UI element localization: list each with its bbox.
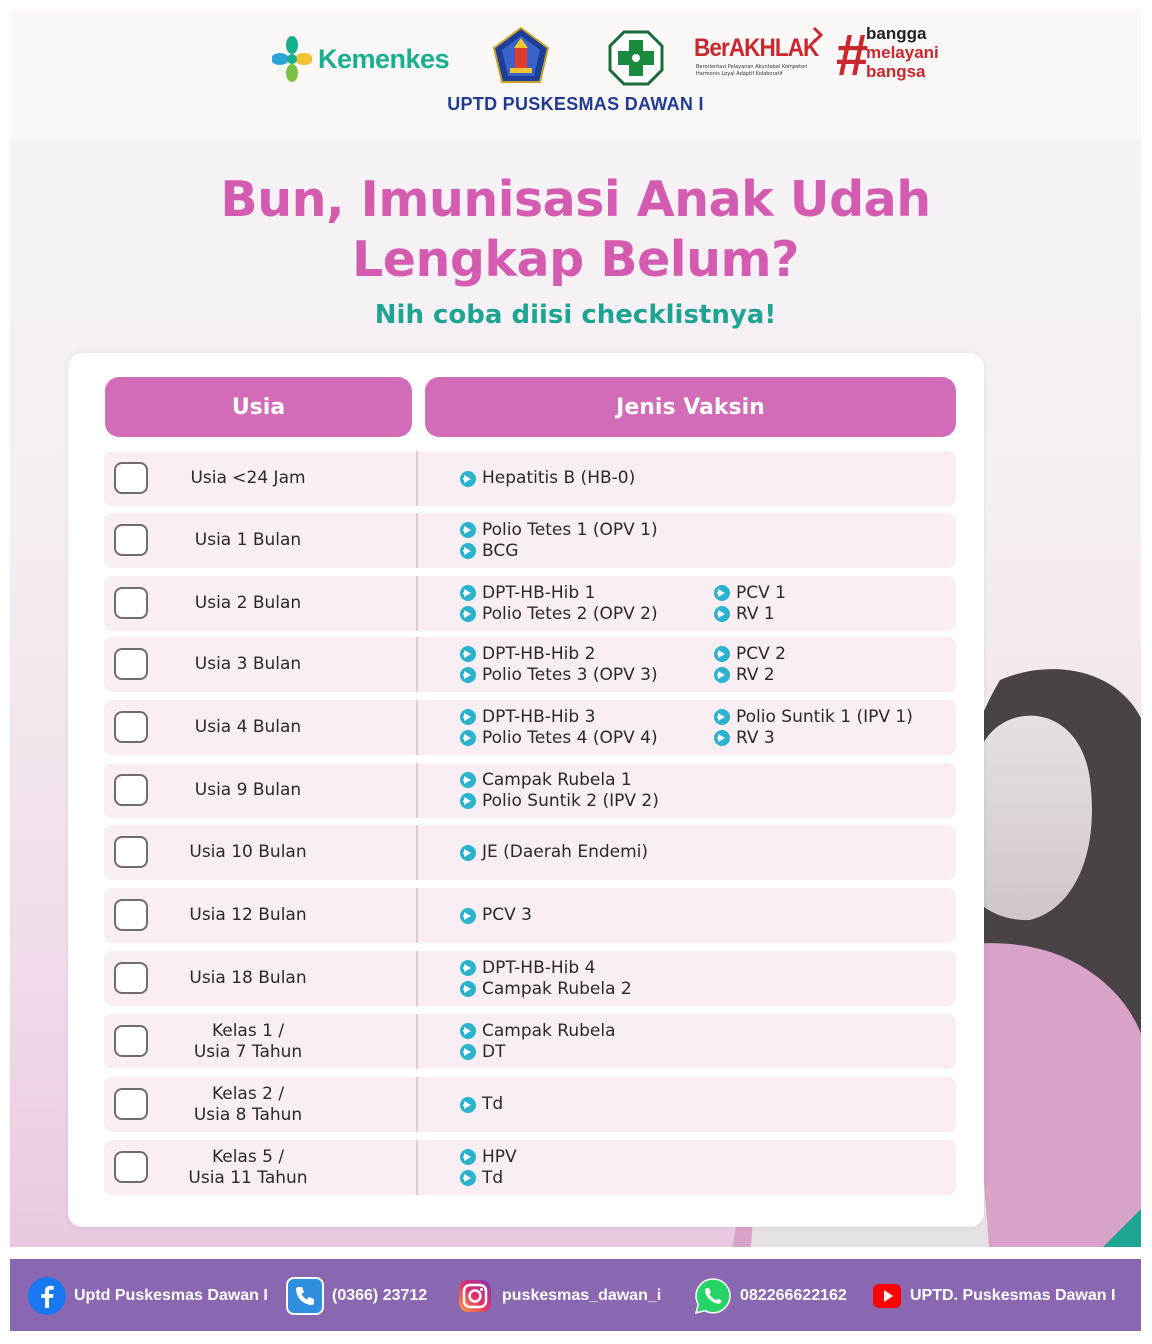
vaccine-item xyxy=(460,583,658,604)
vaccine-list xyxy=(460,1014,616,1069)
vaccine-item xyxy=(460,905,532,926)
arrow-right-circle-icon xyxy=(460,1044,476,1060)
poster-subtitle: Nih coba diisi checklistnya! xyxy=(374,300,777,330)
kemenkes-wordmark: Kemenkes xyxy=(318,43,450,74)
checkbox[interactable] xyxy=(114,774,148,806)
checklist-row xyxy=(104,513,956,568)
puskesmas-title: UPTD PUSKESMAS DAWAN I xyxy=(447,94,704,114)
checklist-row xyxy=(104,451,956,506)
age-cell xyxy=(104,637,416,692)
vaccine-item xyxy=(460,842,648,863)
vaccine-name: Polio Tetes 3 (OPV 3) xyxy=(482,664,658,685)
vaccine-item xyxy=(460,1094,503,1115)
vaccine-list xyxy=(460,1140,517,1195)
vaccine-name: Campak Rubela 1 xyxy=(482,769,632,790)
facebook-icon xyxy=(28,1277,66,1315)
vaccine-item xyxy=(460,1042,616,1063)
arrow-right-circle-icon xyxy=(460,522,476,538)
arrow-right-circle-icon xyxy=(460,543,476,559)
vaccine-list xyxy=(460,451,635,506)
vaccine-name: JE (Daerah Endemi) xyxy=(482,842,649,862)
vaccine-item xyxy=(460,665,658,686)
vaccine-list xyxy=(714,637,786,692)
vaccine-name: Campak Rubela 2 xyxy=(482,978,632,999)
arrow-right-circle-icon xyxy=(460,606,476,622)
vaccine-cell xyxy=(418,888,956,943)
vaccine-item xyxy=(460,541,658,562)
berakhlak-tagline: Berorientasi Pelayanan Akuntabel Kompeten Harmonis Loyal Adaptif Kolaboratif xyxy=(696,64,808,77)
vaccine-item xyxy=(460,791,659,812)
arrow-right-circle-icon xyxy=(460,845,476,861)
youtube-icon xyxy=(872,1281,902,1311)
arrow-right-circle-icon xyxy=(460,709,476,725)
berakhlak-wordmark: BerAKHLAK xyxy=(694,34,819,62)
checkbox[interactable] xyxy=(114,648,148,680)
checkbox[interactable] xyxy=(114,1088,148,1120)
vaccine-item xyxy=(460,1168,517,1189)
vaccine-list xyxy=(460,576,658,631)
checkbox[interactable] xyxy=(114,836,148,868)
phone-icon xyxy=(286,1277,324,1315)
vaccine-name: Hepatitis B (HB-0) xyxy=(482,468,636,488)
vaccine-item xyxy=(460,1021,616,1042)
vaccine-cell xyxy=(418,763,956,818)
checklist-row xyxy=(104,576,956,631)
arrow-right-circle-icon xyxy=(460,1170,476,1186)
bangsa-word: bangsa xyxy=(866,62,926,81)
age-label: Usia 9 Bulan xyxy=(194,780,302,800)
chevron-right-icon xyxy=(812,26,824,44)
vaccine-name: BCG xyxy=(482,540,519,561)
arrow-right-circle-icon xyxy=(460,646,476,662)
youtube-label: UPTD. Puskesmas Dawan I xyxy=(910,1287,1116,1304)
arrow-right-circle-icon xyxy=(714,585,730,601)
vaccine-item xyxy=(460,520,658,541)
vaccine-name: DT xyxy=(482,1041,506,1062)
footer-facebook[interactable] xyxy=(28,1277,268,1315)
vaccine-cell xyxy=(418,1140,956,1195)
puskesmas-logo-icon xyxy=(608,30,664,86)
vaccine-name: PCV 1 xyxy=(736,582,786,603)
checkbox[interactable] xyxy=(114,587,148,619)
checklist-row xyxy=(104,763,956,818)
age-cell xyxy=(104,951,416,1006)
age-label: Kelas 2 / Usia 8 Tahun xyxy=(193,1083,303,1125)
vaccine-item xyxy=(460,644,658,665)
vaccine-item xyxy=(460,1147,517,1168)
vaccine-list xyxy=(460,637,658,692)
age-label: Usia 1 Bulan xyxy=(194,530,302,550)
vaccine-list xyxy=(460,951,632,1006)
contact-footer xyxy=(10,1259,1141,1331)
vaccine-cell xyxy=(418,451,956,506)
arrow-right-circle-icon xyxy=(460,908,476,924)
vaccine-item xyxy=(460,468,635,489)
vaccine-name: DPT-HB-Hib 4 xyxy=(482,957,596,978)
footer-instagram[interactable] xyxy=(456,1277,661,1315)
vaccine-item xyxy=(460,707,658,728)
vaccine-name: RV 2 xyxy=(736,664,775,685)
age-label: Usia 18 Bulan xyxy=(189,968,307,988)
age-cell xyxy=(104,888,416,943)
arrow-right-circle-icon xyxy=(460,1149,476,1165)
checkbox[interactable] xyxy=(114,462,148,494)
kemenkes-leaf-icon xyxy=(272,36,312,82)
footer-phone[interactable] xyxy=(286,1277,427,1315)
vaccine-item xyxy=(460,728,658,749)
vaccine-list xyxy=(714,576,786,631)
age-cell xyxy=(104,1077,416,1132)
arrow-right-circle-icon xyxy=(460,960,476,976)
age-cell xyxy=(104,763,416,818)
checkbox[interactable] xyxy=(114,962,148,994)
checkbox[interactable] xyxy=(114,899,148,931)
vaccine-item xyxy=(460,979,632,1000)
arrow-right-circle-icon xyxy=(714,667,730,683)
arrow-right-circle-icon xyxy=(460,585,476,601)
vaccine-name: Polio Suntik 2 (IPV 2) xyxy=(482,790,659,811)
vaccine-name: DPT-HB-Hib 3 xyxy=(482,706,596,727)
age-cell xyxy=(104,1140,416,1195)
hashtag-icon: # xyxy=(836,23,869,88)
poster-title-line-2: Lengkap Belum? xyxy=(352,231,799,288)
whatsapp-label: 082266622162 xyxy=(740,1287,847,1304)
vaccine-name: PCV 2 xyxy=(736,643,786,664)
arrow-right-circle-icon xyxy=(460,471,476,487)
checkbox[interactable] xyxy=(114,1025,148,1057)
vaccine-list xyxy=(460,700,658,755)
vaccine-list xyxy=(460,1077,503,1132)
age-cell xyxy=(104,576,416,631)
vaccine-name: HPV xyxy=(482,1146,517,1167)
vaccine-name: Polio Suntik 1 (IPV 1) xyxy=(736,706,913,727)
age-label: Usia 10 Bulan xyxy=(189,842,307,862)
whatsapp-icon xyxy=(694,1277,732,1315)
age-cell xyxy=(104,825,416,880)
checklist-row xyxy=(104,1014,956,1069)
age-label: Usia <24 Jam xyxy=(190,468,306,488)
checklist-row xyxy=(104,825,956,880)
column-header-jenis-vaksin: Jenis Vaksin xyxy=(425,377,956,437)
checklist-row xyxy=(104,1140,956,1195)
arrow-right-circle-icon xyxy=(460,1023,476,1039)
vaccine-name: PCV 3 xyxy=(482,905,532,925)
bangga-melayani-logo xyxy=(836,22,956,92)
instagram-label: puskesmas_dawan_i xyxy=(502,1287,662,1304)
vaccine-item xyxy=(714,707,913,728)
vaccine-item xyxy=(714,644,786,665)
vaccine-cell xyxy=(418,576,956,631)
vaccine-name: Polio Tetes 1 (OPV 1) xyxy=(482,519,658,540)
vaccine-name: Td xyxy=(482,1167,504,1188)
vaccine-name: DPT-HB-Hib 1 xyxy=(482,582,596,603)
vaccine-cell xyxy=(418,1014,956,1069)
age-label: Usia 12 Bulan xyxy=(189,905,307,925)
berakhlak-logo xyxy=(694,24,824,84)
checklist-row xyxy=(104,888,956,943)
vaccine-item xyxy=(460,604,658,625)
column-header-usia: Usia xyxy=(105,377,412,437)
footer-whatsapp[interactable] xyxy=(694,1277,847,1315)
arrow-right-circle-icon xyxy=(714,646,730,662)
age-cell xyxy=(104,700,416,755)
vaccine-name: DPT-HB-Hib 2 xyxy=(482,643,596,664)
immunization-checklist-card xyxy=(68,353,984,1227)
vaccine-list xyxy=(714,700,913,755)
checklist-row xyxy=(104,637,956,692)
vaccine-name: Campak Rubela xyxy=(482,1020,616,1041)
vaccine-cell xyxy=(418,1077,956,1132)
arrow-right-circle-icon xyxy=(714,730,730,746)
facebook-label: Uptd Puskesmas Dawan I xyxy=(74,1287,268,1304)
vaccine-name: Polio Tetes 2 (OPV 2) xyxy=(482,603,658,624)
header-banner xyxy=(10,10,1141,140)
vaccine-list xyxy=(460,825,648,880)
checklist-row xyxy=(104,951,956,1006)
vaccine-name: Td xyxy=(482,1094,504,1114)
age-cell xyxy=(104,1014,416,1069)
checkbox[interactable] xyxy=(114,711,148,743)
age-cell xyxy=(104,513,416,568)
poster-title xyxy=(10,170,1141,290)
age-label: Usia 3 Bulan xyxy=(194,654,302,674)
vaccine-item xyxy=(460,958,632,979)
age-label: Usia 4 Bulan xyxy=(194,717,302,737)
arrow-right-circle-icon xyxy=(714,606,730,622)
instagram-icon xyxy=(456,1277,494,1315)
vaccine-item xyxy=(714,728,913,749)
arrow-right-circle-icon xyxy=(460,667,476,683)
vaccine-cell xyxy=(418,637,956,692)
age-cell xyxy=(104,451,416,506)
vaccine-item xyxy=(714,583,786,604)
kemenkes-logo xyxy=(272,36,452,82)
vaccine-list xyxy=(460,513,658,568)
vaccine-cell xyxy=(418,700,956,755)
arrow-right-circle-icon xyxy=(460,793,476,809)
phone-label: (0366) 23712 xyxy=(332,1287,428,1304)
arrow-right-circle-icon xyxy=(460,981,476,997)
vaccine-item xyxy=(714,665,786,686)
age-label: Kelas 1 / Usia 7 Tahun xyxy=(193,1020,303,1062)
vaccine-list xyxy=(460,763,659,818)
footer-youtube[interactable] xyxy=(872,1277,1115,1315)
vaccine-cell xyxy=(418,825,956,880)
vaccine-cell xyxy=(418,513,956,568)
arrow-right-circle-icon xyxy=(460,772,476,788)
arrow-right-circle-icon xyxy=(460,730,476,746)
vaccine-item xyxy=(714,604,786,625)
checkbox[interactable] xyxy=(114,524,148,556)
vaccine-item xyxy=(460,770,659,791)
age-label: Usia 2 Bulan xyxy=(194,593,302,613)
pemkab-emblem-icon xyxy=(490,26,552,88)
vaccine-list xyxy=(460,888,532,943)
age-label: Kelas 5 / Usia 11 Tahun xyxy=(188,1146,308,1188)
vaccine-cell xyxy=(418,951,956,1006)
checkbox[interactable] xyxy=(114,1151,148,1183)
arrow-right-circle-icon xyxy=(460,1097,476,1113)
checklist-row xyxy=(104,1077,956,1132)
poster-title-line-1: Bun, Imunisasi Anak Udah xyxy=(220,171,931,228)
vaccine-name: Polio Tetes 4 (OPV 4) xyxy=(482,727,658,748)
arrow-right-circle-icon xyxy=(714,709,730,725)
checklist-row xyxy=(104,700,956,755)
vaccine-name: RV 1 xyxy=(736,603,775,624)
melayani-word: melayani xyxy=(866,43,939,62)
bangga-word: bangga xyxy=(866,24,927,43)
vaccine-name: RV 3 xyxy=(736,727,775,748)
